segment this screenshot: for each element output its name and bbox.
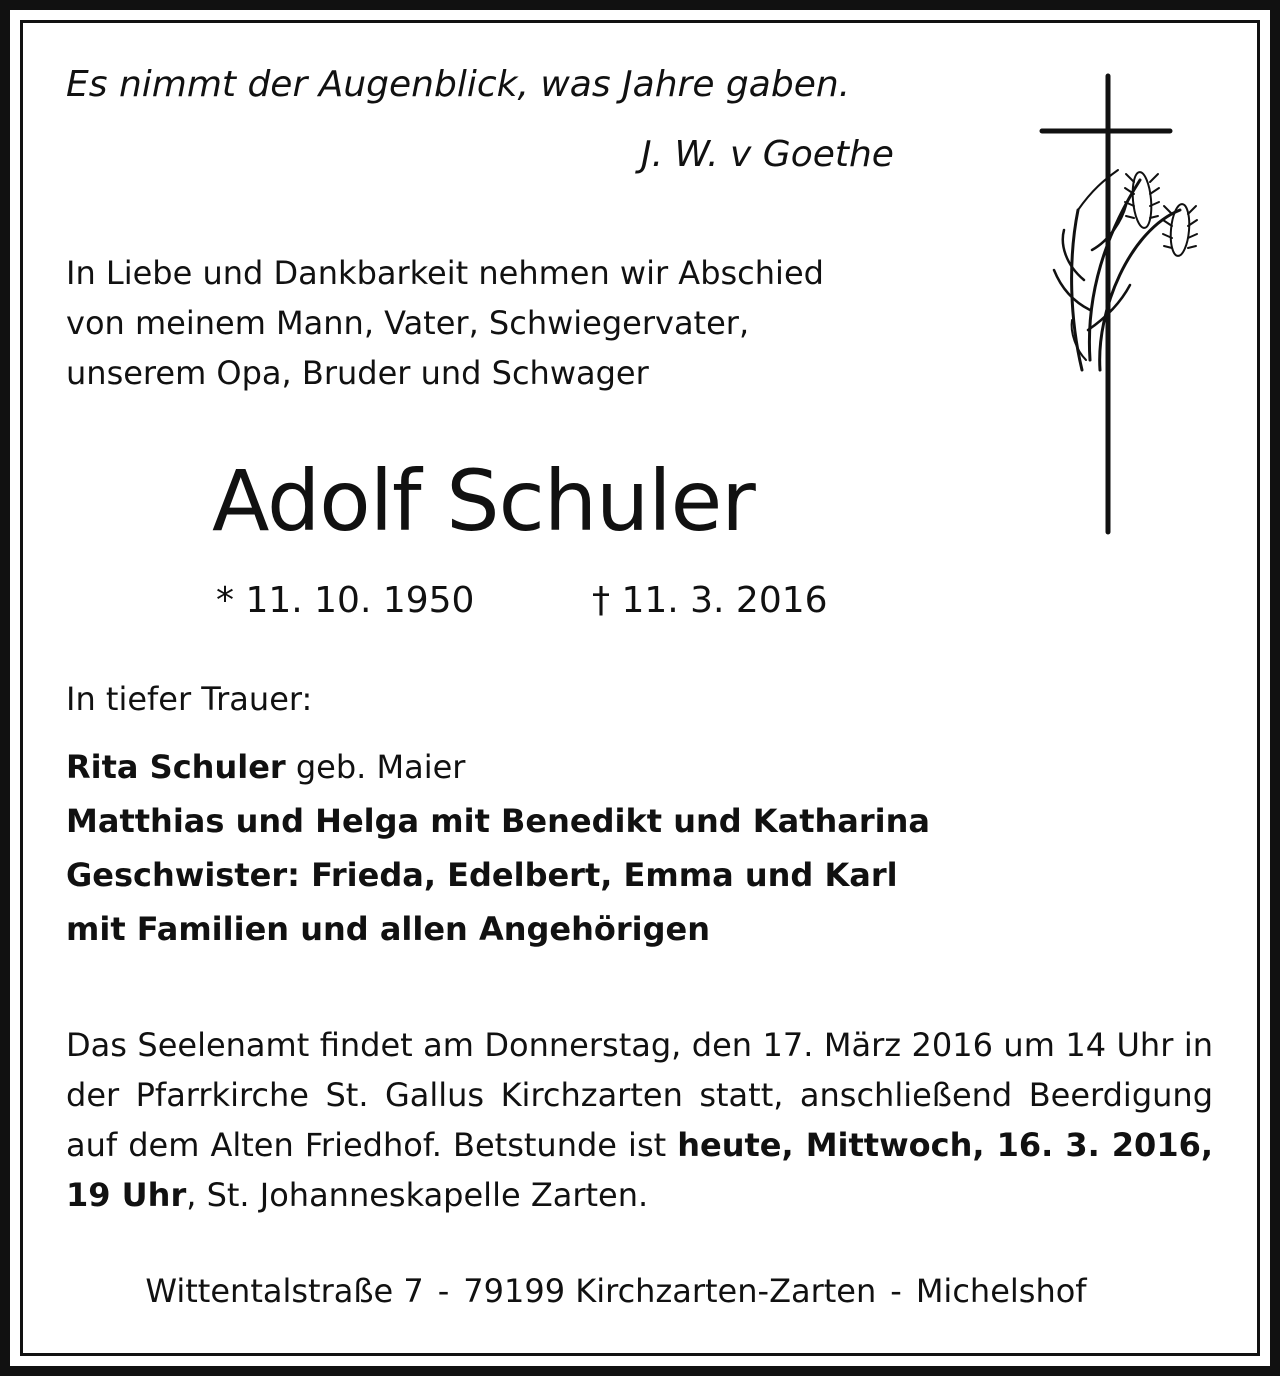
death-date: † 11. 3. 2016	[592, 580, 828, 621]
intro-line: von meinem Mann, Vater, Schwiegervater,	[66, 304, 750, 342]
family-list	[66, 740, 930, 956]
quote-author: J. W. v Goethe	[641, 134, 894, 175]
service-text: Das Seelenamt findet am Donnerstag, den 17. März 2016 um 14 Uhr in der Pfarrkirche St. Gallus Kirchzarten statt, anschließend Beerdigung auf dem Alten Friedhof. Betstunde ist	[66, 1026, 1213, 1164]
widow-name: Rita Schuler	[66, 748, 286, 786]
service-highlight: heute, Mittwoch, 16. 3. 2016, 19 Uhr	[66, 1126, 1214, 1214]
mourning-label: In tiefer Trauer:	[66, 680, 313, 718]
family-line-text: mit Familien und allen Angehörigen	[66, 910, 711, 948]
deceased-name: Adolf Schuler	[212, 452, 755, 550]
family-line-widow	[66, 740, 930, 794]
family-line	[66, 902, 930, 956]
address-city: 79199 Kirchzarten-Zarten	[463, 1272, 877, 1310]
address-street: Wittentalstraße 7	[145, 1272, 424, 1310]
service-tail: , St. Johanneskapelle Zarten.	[186, 1176, 649, 1214]
address-separator: -	[437, 1272, 450, 1310]
family-line	[66, 848, 930, 902]
family-line-text: Geschwister: Frieda, Edelbert, Emma und Karl	[66, 856, 898, 894]
widow-maiden-name: geb. Maier	[285, 748, 466, 786]
address-separator: -	[890, 1272, 902, 1310]
address-place: Michelshof	[915, 1272, 1087, 1310]
service-notice	[66, 1020, 1213, 1220]
quote-text: Es nimmt der Augenblick, was Jahre gaben.	[66, 64, 851, 105]
cross-with-wheat-icon	[1030, 70, 1200, 540]
intro-text	[66, 248, 824, 398]
intro-line: unserem Opa, Bruder und Schwager	[66, 354, 649, 392]
birth-date: * 11. 10. 1950	[216, 580, 475, 621]
family-line	[66, 794, 930, 848]
address-line	[0, 1272, 1232, 1310]
intro-line: In Liebe und Dankbarkeit nehmen wir Abschied	[66, 254, 824, 292]
family-line-text: Matthias und Helga mit Benedikt und Katharina	[66, 802, 930, 840]
